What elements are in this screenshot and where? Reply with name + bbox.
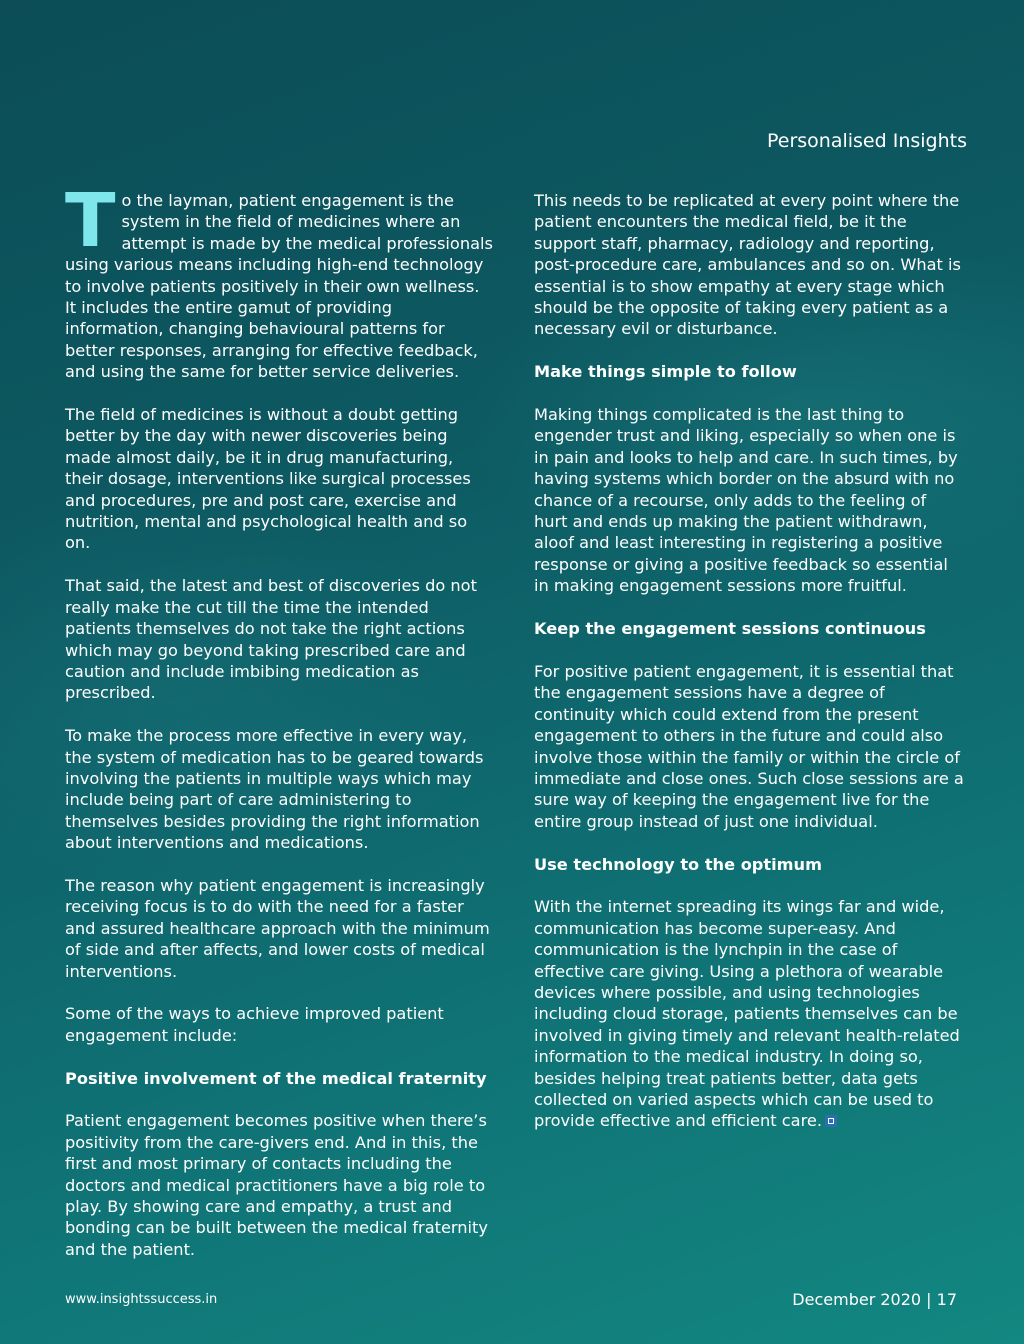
body-paragraph: Some of the ways to achieve improved patient engagement include: (65, 1004, 444, 1045)
right-column (534, 190, 964, 1153)
subheading: Positive involvement of the medical fraternity (65, 1068, 487, 1088)
footer-website: www.insightssuccess.in (65, 1292, 218, 1307)
subheading: Make things simple to follow (534, 362, 797, 382)
article-end-icon (825, 1115, 837, 1127)
closing-text: With the internet spreading its wings far and wide, communication has become super-easy. And communication is the lynchpin in the case of effective care giving. Using a plethora of wearable devices where possible, and using technologies including cloud storage, patients themselves can be involved in giving timely and relevant health-related information to the medical industry. In doing so, besides helping treat patients better, data gets collected on varied aspects which can be used to provide effective and efficient care. (534, 897, 960, 1131)
left-column (65, 178, 495, 1282)
body-paragraph: This needs to be replicated at every point where the patient encounters the medical field, be it the support staff, pharmacy, radiology and reporting, post-procedure care, ambulances and so on. What is essential is to show empathy at every stage which should be the opposite of taking every patient as a necessary evil or disturbance. (534, 191, 961, 339)
closing-paragraph (534, 896, 964, 1131)
body-paragraph: Making things complicated is the last thing to engender trust and liking, especially so when one is in pain and looks to help and care. In such times, by having systems which border on the absurd with no chance of a recourse, only adds to the feeling of hurt and ends up making the patient withdrawn, aloof and least interesting in registering a positive response or giving a positive feedback so essential in making engagement sessions more fruitful. (534, 405, 958, 596)
footer-issue-page: December 2020 | 17 (792, 1290, 957, 1309)
body-paragraph: That said, the latest and best of discoveries do not really make the cut till the time the intended patients themselves do not take the right actions which may go beyond taking prescribed care and caution and include imbibing medication as prescribed. (65, 576, 477, 703)
body-paragraph: Patient engagement becomes positive when there’s positivity from the care-givers end. And in this, the first and most primary of contacts including the doctors and medical practitioners have a big role to play. By showing care and empathy, a trust and bonding can be built between the medical fraternity and the patient. (65, 1111, 488, 1259)
intro-paragraph (65, 178, 495, 383)
body-paragraph: The reason why patient engagement is increasingly receiving focus is to do with the need for a faster and assured healthcare approach with the minimum of side and after affects, and lower costs of medical interventions. (65, 875, 490, 981)
drop-cap: T (65, 178, 116, 264)
body-paragraph: To make the process more effective in every way, the system of medication has to be geared towards involving the patients in multiple ways which may include being part of care administering to themselves besides providing the right information about interventions and medications. (65, 726, 484, 853)
subheading: Keep the engagement sessions continuous (534, 619, 926, 639)
subheading: Use technology to the optimum (534, 854, 822, 874)
body-paragraph: For positive patient engagement, it is essential that the engagement sessions have a degree of continuity which could extend from the present engagement to others in the future and could also involve those within the family or within the circle of immediate and close ones. Such close sessions are a sure way of keeping the engagement live for the entire group instead of just one individual. (534, 661, 964, 831)
intro-text: o the layman, patient engagement is the system in the field of medicines where an attempt is made by the medical professionals using various means including high-end technology to involve patients positively in their own wellness. It includes the entire gamut of providing information, changing behavioural patterns for better responses, arranging for effective feedback, and using the same for better service deliveries. (65, 191, 493, 382)
body-paragraph: The field of medicines is without a doubt getting better by the day with newer discoveries being made almost daily, be it in drug manufacturing, their dosage, interventions like surgical processes and procedures, pre and post care, exercise and nutrition, mental and psychological health and so on. (65, 405, 471, 553)
section-label: Personalised Insights (766, 130, 967, 152)
